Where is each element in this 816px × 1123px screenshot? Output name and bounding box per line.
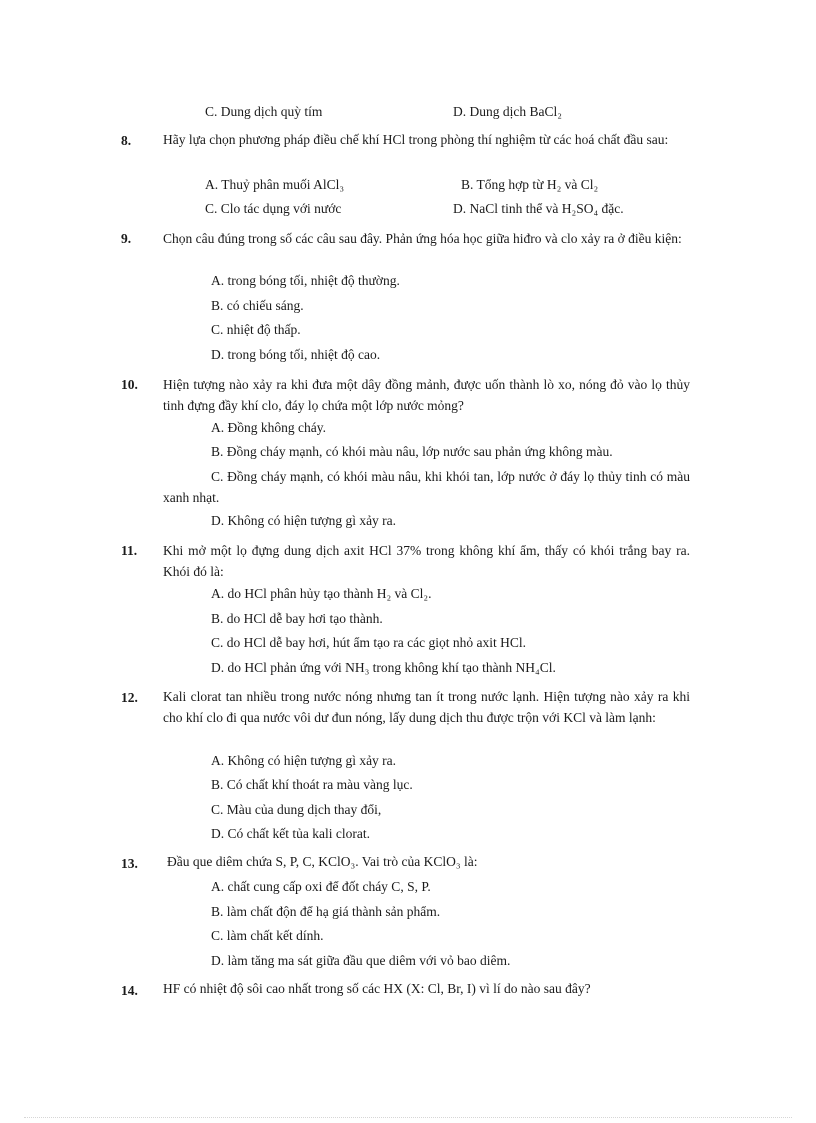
q12-option-c: C. Màu của dung dịch thay đổi,: [211, 802, 382, 817]
q10-option-d: D. Không có hiện tượng gì xảy ra.: [211, 513, 397, 528]
q8-text: Hãy lựa chọn phương pháp điều chế khí HCl trong phòng thí nghiệm từ các hoá chất đầu sau:: [163, 132, 669, 147]
q7-option-d: D. Dung dịch BaCl₂: [453, 104, 562, 119]
q13-option-d: D. làm tăng ma sát giữa đầu que diêm với vỏ bao diêm.: [211, 953, 511, 968]
q11-option-d: D. do HCl phản ứng với NH₃ trong không khí tạo thành NH₄Cl.: [211, 660, 556, 675]
q10-option-c: C. Đồng cháy mạnh, có khói màu nâu, khi khói tan, lớp nước ở đáy lọ thủy tinh có màu xanh nhạt.: [163, 469, 690, 505]
q8-number: 8.: [121, 133, 132, 148]
q10-text: Hiện tượng nào xảy ra khi đưa một dây đồng mảnh, được uốn thành lò xo, nóng đỏ vào lọ thủy tinh đựng đầy khí clo, đáy lọ chứa một lớp nước mỏng?: [163, 377, 690, 413]
q12-number: 12.: [121, 690, 138, 705]
q13-option-c: C. làm chất kết dính.: [211, 928, 324, 943]
q10-option-b: B. Đồng cháy mạnh, có khói màu nâu, lớp nước sau phản ứng không màu.: [211, 444, 613, 459]
q10-number: 10.: [121, 377, 138, 392]
q7-option-c: C. Dung dịch quỳ tím: [205, 104, 323, 119]
q11-option-a: A. do HCl phân hủy tạo thành H₂ và Cl₂.: [211, 586, 432, 601]
q9-number: 9.: [121, 231, 132, 246]
q13-option-a: A. chất cung cấp oxi để đốt cháy C, S, P.: [211, 879, 431, 894]
q11-option-b: B. do HCl dễ bay hơi tạo thành.: [211, 611, 383, 626]
q11-number: 11.: [121, 543, 138, 558]
q8-option-b: B. Tổng hợp từ H₂ và Cl₂: [461, 177, 599, 192]
q14-text: HF có nhiệt độ sôi cao nhất trong số các HX (X: Cl, Br, I) vì lí do nào sau đây?: [163, 981, 591, 996]
q13-option-b: B. làm chất độn để hạ giá thành sản phẩm.: [211, 904, 441, 919]
q11-option-c: C. do HCl dễ bay hơi, hút ẩm tạo ra các giọt nhỏ axit HCl.: [211, 635, 526, 650]
q9-option-a: A. trong bóng tối, nhiệt độ thường.: [211, 273, 400, 288]
q13-text: Đầu que diêm chứa S, P, C, KClO₃. Vai trò của KClO₃ là:: [167, 854, 478, 869]
q12-text: Kali clorat tan nhiều trong nước nóng nhưng tan ít trong nước lạnh. Hiện tượng nào xảy ra khi cho khí clo đi qua nước vôi dư đun nóng, lấy dung dịch thu được trộn với KCl và làm lạnh:: [163, 689, 690, 725]
q12-option-b: B. Có chất khí thoát ra màu vàng lục.: [211, 777, 413, 792]
q9-option-c: C. nhiệt độ thấp.: [211, 322, 301, 337]
q10-option-a: A. Đồng không cháy.: [211, 420, 326, 435]
q12-option-a: A. Không có hiện tượng gì xảy ra.: [211, 753, 397, 768]
q8-option-d: D. NaCl tinh thể và H₂SO₄ đặc.: [453, 201, 624, 216]
q13-number: 13.: [121, 856, 138, 871]
q11-text: Khi mở một lọ đựng dung dịch axit HCl 37% trong không khí ẩm, thấy có khói trắng bay ra. Khói đó là:: [163, 543, 690, 579]
q14-number: 14.: [121, 983, 138, 998]
q9-text: Chọn câu đúng trong số các câu sau đây. Phản ứng hóa học giữa hiđro và clo xảy ra ở điều kiện:: [163, 231, 682, 246]
page-bottom-rule: [24, 1117, 792, 1118]
q9-option-b: B. có chiếu sáng.: [211, 298, 304, 313]
q8-option-c: C. Clo tác dụng với nước: [205, 201, 342, 216]
q12-option-d: D. Có chất kết tủa kali clorat.: [211, 826, 370, 841]
q9-option-d: D. trong bóng tối, nhiệt độ cao.: [211, 347, 381, 362]
q8-option-a: A. Thuỷ phân muối AlCl₃: [205, 177, 345, 192]
